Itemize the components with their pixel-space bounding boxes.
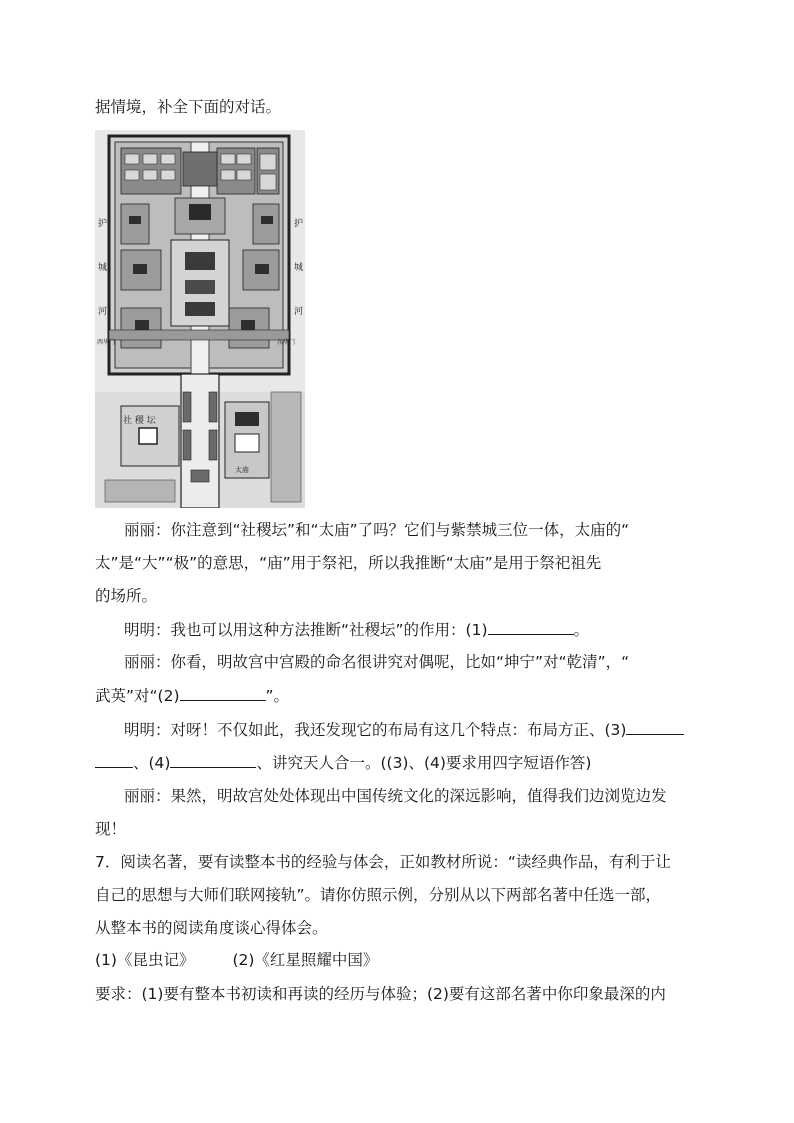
map-label-moat-1: 护 (98, 219, 108, 229)
dialog-lili-3-line2: 现！ (95, 820, 127, 838)
question7-line2: 自己的思想与大师们联网接轨”。请你仿照示例，分别从以下两部名著中任选一部， (95, 886, 662, 904)
answer-blank-3a[interactable] (626, 719, 684, 735)
question7-line1: 7．阅读名著，要有读整本书的经验与体会，正如教材所说：“读经典作品，有利于让 (95, 853, 671, 871)
forbidden-city-map (95, 130, 305, 508)
map-label-moat-3: 河 (98, 307, 108, 317)
map-label-shejitan: 社 稷 坛 (123, 416, 156, 426)
book-option-2: (2)《红星照耀中国》 (232, 951, 379, 969)
answer-blank-3b[interactable] (95, 752, 133, 768)
answer-blank-4[interactable] (170, 752, 256, 768)
dialog-mingming-2-line1 (124, 719, 684, 740)
map-label-moat-4: 护 (294, 219, 304, 229)
map-label-moat-2: 城 (98, 263, 108, 273)
dialog-mingming-2-text: 明明：对呀！不仅如此，我还发现它的布局有这几个特点：布局方正、(3) (124, 721, 627, 739)
dialog-lili-3-line1: 丽丽：果然，明故宫处处体现出中国传统文化的深远影响，值得我们边浏览边发 (124, 787, 667, 805)
map-label-taimiao: 太庙 (235, 466, 249, 474)
dialog-lili-2-line1: 丽丽：你看，明故宫中宫殿的命名很讲究对偶呢，比如“坤宁”对“乾清”，“ (124, 653, 630, 671)
map-label-east-gate: 东华门 (277, 339, 296, 346)
dialog-lili-1-line2: 太”是“大”“极”的意思，“庙”用于祭祀，所以我推断“太庙”是用于祭祀祖先 (95, 554, 602, 572)
dialog-lili-2-text: 武英”对“(2) (95, 687, 180, 705)
dialog-mingming-2-line2 (95, 752, 591, 773)
question7-requirement: 要求：(1)要有整本书初读和再读的经历与体验；(2)要有这部名著中你印象最深的内 (95, 985, 666, 1003)
dialog-lili-2-end: ”。 (265, 687, 290, 705)
dialog-mingming-1-end: 。 (573, 621, 590, 639)
map-label-west-gate: 西华门 (97, 339, 116, 346)
dialog-mingming-1-text: 明明：我也可以用这种方法推断“社稷坛”的作用：(1) (124, 621, 488, 639)
question7-books (95, 950, 378, 970)
book-option-1: (1)《昆虫记》 (95, 951, 195, 969)
map-label-moat-5: 城 (294, 263, 304, 273)
intro-text: 据情境，补全下面的对话。 (95, 98, 282, 116)
map-label-moat-6: 河 (294, 307, 304, 317)
dialog-mingming-1 (124, 619, 589, 640)
dialog-lili-1-line1: 丽丽：你注意到“社稷坛”和“太庙”了吗？它们与紫禁城三位一体，太庙的“ (124, 521, 630, 539)
dialog-mingming-2-mid: 、(4) (133, 754, 171, 772)
dialog-mingming-2-end: 、讲究天人合一。((3)、(4)要求用四字短语作答) (256, 754, 592, 772)
answer-blank-1[interactable] (488, 619, 574, 635)
dialog-lili-1-line3: 的场所。 (95, 587, 158, 605)
question7-line3: 从整本书的阅读角度谈心得体会。 (95, 919, 328, 937)
dialog-lili-2-line2 (95, 685, 289, 706)
answer-blank-2[interactable] (180, 685, 266, 701)
